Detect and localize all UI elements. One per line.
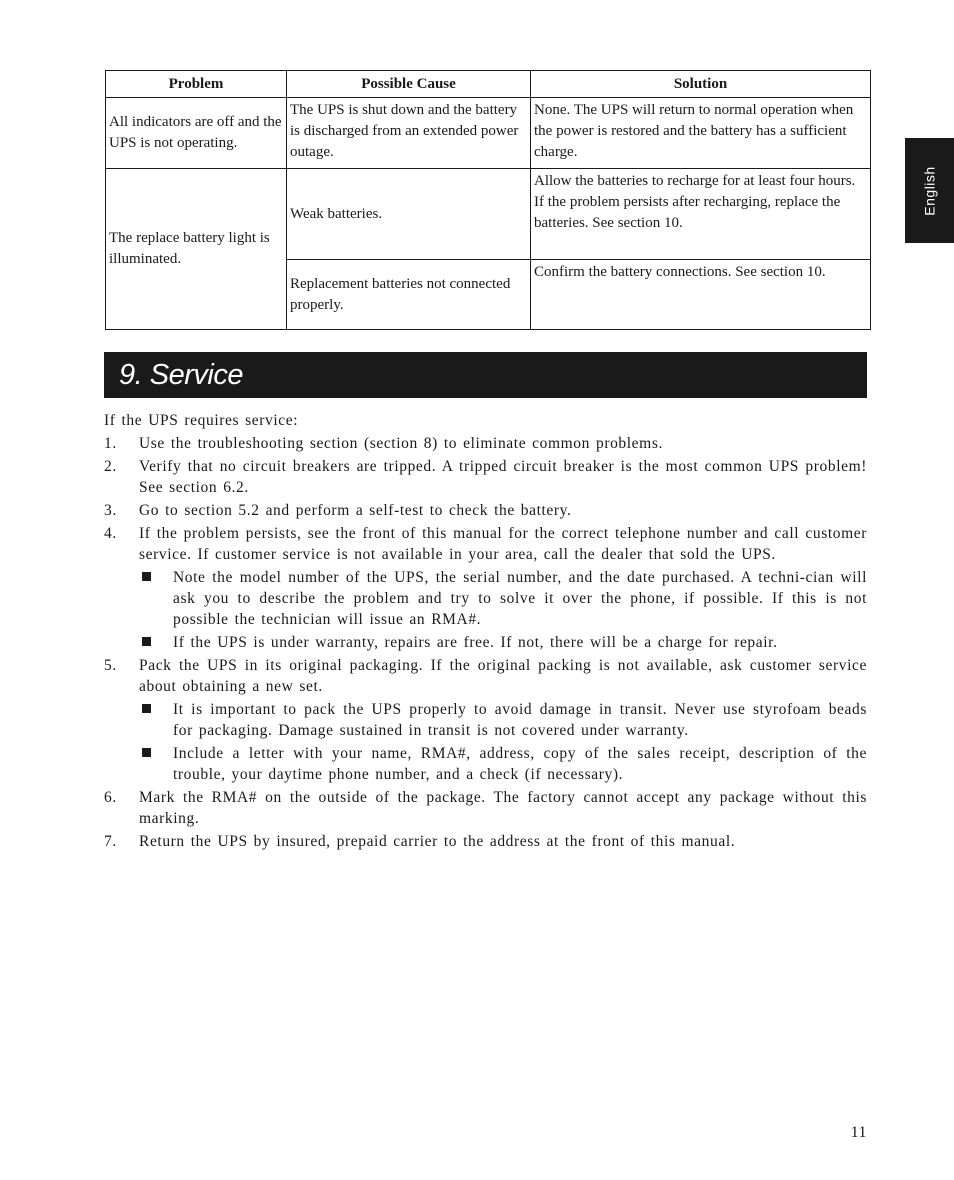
step-text: Pack the UPS in its original packaging. If the original packing is not available, ask customer service about obtaining a new set. bbox=[139, 657, 867, 695]
step-number: 3. bbox=[104, 502, 117, 519]
square-bullet-icon bbox=[142, 748, 151, 757]
step-number: 2. bbox=[104, 458, 117, 475]
cause-cell: Replacement batteries not connected properly. bbox=[287, 260, 531, 330]
step-text: Return the UPS by insured, prepaid carrier to the address at the front of this manual. bbox=[139, 833, 736, 850]
bullet-list bbox=[139, 567, 867, 653]
list-item bbox=[104, 456, 867, 498]
language-tab-label: English bbox=[921, 165, 938, 216]
header-solution: Solution bbox=[531, 71, 871, 98]
step-number: 1. bbox=[104, 435, 117, 452]
bullet-item bbox=[139, 567, 867, 630]
language-tab bbox=[905, 138, 954, 243]
service-instructions bbox=[104, 410, 867, 854]
solution-cell: Allow the batteries to recharge for at least four hours. If the problem persists after recharging, replace the batteries. See section 10. bbox=[531, 169, 871, 260]
problem-cell: All indicators are off and the UPS is not operating. bbox=[106, 98, 287, 169]
square-bullet-icon bbox=[142, 704, 151, 713]
header-possible-cause: Possible Cause bbox=[287, 71, 531, 98]
bullet-list bbox=[139, 699, 867, 785]
cause-cell: The UPS is shut down and the battery is discharged from an extended power outage. bbox=[287, 98, 531, 169]
square-bullet-icon bbox=[142, 572, 151, 581]
list-item bbox=[104, 433, 867, 454]
solution-cell: Confirm the battery connections. See section 10. bbox=[531, 260, 871, 330]
troubleshooting-table bbox=[105, 70, 871, 330]
steps-list bbox=[104, 433, 867, 852]
step-number: 4. bbox=[104, 525, 117, 542]
step-text: Verify that no circuit breakers are tripped. A tripped circuit breaker is the most common UPS problem! See section 6.2. bbox=[139, 458, 867, 496]
bullet-text: Note the model number of the UPS, the serial number, and the date purchased. A techni-cian will ask you to describe the problem and try to solve it over the phone, if possible. If this is not possible the technician will issue an RMA#. bbox=[173, 569, 867, 628]
step-text: Go to section 5.2 and perform a self-test to check the battery. bbox=[139, 502, 572, 519]
table-header-row bbox=[106, 71, 871, 98]
section-heading-bar bbox=[104, 352, 867, 398]
bullet-text: It is important to pack the UPS properly to avoid damage in transit. Never use styrofoam beads for packaging. Damage sustained in transit is not covered under warranty. bbox=[173, 701, 867, 739]
list-item bbox=[104, 655, 867, 785]
bullet-item bbox=[139, 743, 867, 785]
list-item bbox=[104, 831, 867, 852]
table-row bbox=[106, 169, 871, 260]
bullet-text: If the UPS is under warranty, repairs are free. If not, there will be a charge for repair. bbox=[173, 634, 778, 651]
list-item bbox=[104, 523, 867, 653]
step-number: 6. bbox=[104, 789, 117, 806]
step-text: Use the troubleshooting section (section 8) to eliminate common problems. bbox=[139, 435, 663, 452]
intro-text: If the UPS requires service: bbox=[104, 412, 299, 429]
problem-cell: The replace battery light is illuminated. bbox=[106, 169, 287, 330]
bullet-item bbox=[139, 632, 867, 653]
section-title: 9. Service bbox=[119, 358, 243, 391]
step-text: Mark the RMA# on the outside of the package. The factory cannot accept any package without this marking. bbox=[139, 789, 867, 827]
square-bullet-icon bbox=[142, 637, 151, 646]
bullet-text: Include a letter with your name, RMA#, address, copy of the sales receipt, description of the trouble, your daytime phone number, and a check (if necessary). bbox=[173, 745, 867, 783]
bullet-item bbox=[139, 699, 867, 741]
header-problem: Problem bbox=[106, 71, 287, 98]
page-number: 11 bbox=[850, 1124, 867, 1141]
solution-cell: None. The UPS will return to normal operation when the power is restored and the battery has a sufficient charge. bbox=[531, 98, 871, 169]
step-number: 7. bbox=[104, 833, 117, 850]
list-item bbox=[104, 787, 867, 829]
step-text: If the problem persists, see the front of this manual for the correct telephone number and call customer service. If customer service is not available in your area, call the dealer that sold the UPS. bbox=[139, 525, 867, 563]
list-item bbox=[104, 500, 867, 521]
table-row bbox=[106, 98, 871, 169]
step-number: 5. bbox=[104, 657, 117, 674]
cause-cell: Weak batteries. bbox=[287, 169, 531, 260]
